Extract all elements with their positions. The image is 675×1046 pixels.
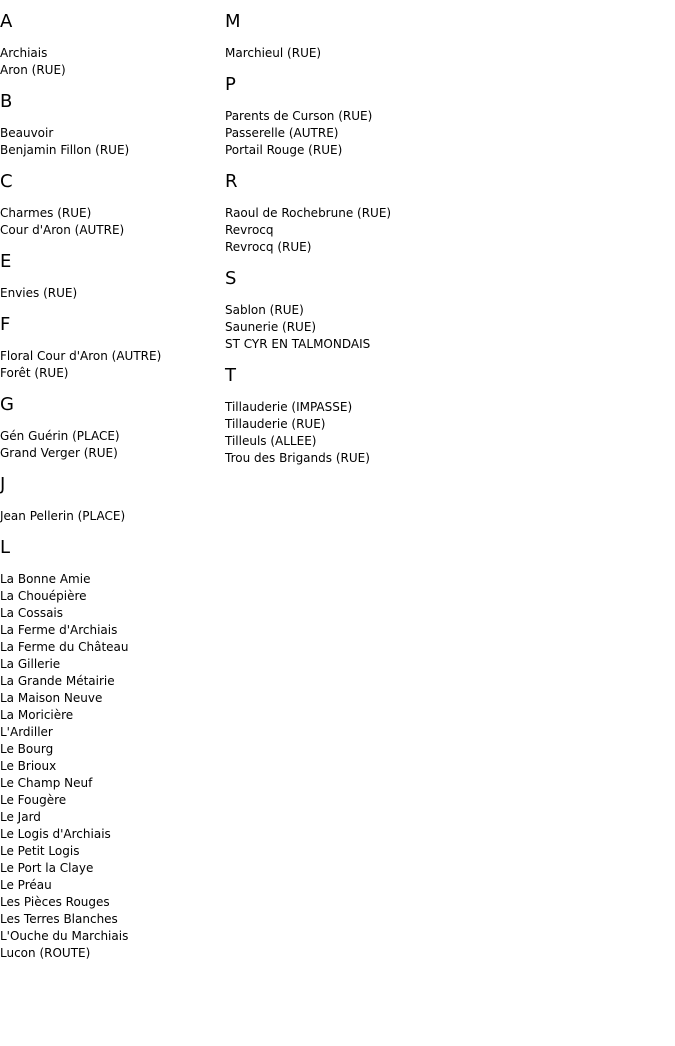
street-list xyxy=(0,428,220,462)
street-link[interactable]: La Moricière xyxy=(0,708,74,722)
street-link[interactable]: Passerelle (AUTRE) xyxy=(225,126,339,140)
street-list xyxy=(225,302,665,353)
street-link[interactable]: Benjamin Fillon (RUE) xyxy=(0,143,130,157)
street-link[interactable]: Le Brioux xyxy=(0,759,57,773)
letter-heading: A xyxy=(0,11,13,32)
street-list xyxy=(225,45,665,62)
street-link[interactable]: Revrocq (RUE) xyxy=(225,240,312,254)
letter-heading: M xyxy=(225,11,241,32)
letter-heading: B xyxy=(0,91,13,112)
letter-heading: T xyxy=(225,365,236,386)
left-column xyxy=(0,0,220,974)
street-link[interactable]: Sablon (RUE) xyxy=(225,303,304,317)
street-link[interactable]: Beauvoir xyxy=(0,126,54,140)
street-link[interactable]: Portail Rouge (RUE) xyxy=(225,143,343,157)
street-link[interactable]: Lucon (ROUTE) xyxy=(0,946,91,960)
street-list xyxy=(0,45,220,79)
letter-heading: E xyxy=(0,251,12,272)
street-link[interactable]: Le Logis d'Archiais xyxy=(0,827,111,841)
street-link[interactable]: Le Fougère xyxy=(0,793,67,807)
street-link[interactable]: L'Ouche du Marchiais xyxy=(0,929,129,943)
letter-heading: G xyxy=(0,394,14,415)
letter-heading: P xyxy=(225,74,236,95)
letter-group-f xyxy=(0,314,220,382)
street-link[interactable]: Envies (RUE) xyxy=(0,286,78,300)
street-list xyxy=(225,205,665,256)
street-link[interactable]: Floral Cour d'Aron (AUTRE) xyxy=(0,349,162,363)
street-link[interactable]: Marchieul (RUE) xyxy=(225,46,322,60)
street-link[interactable]: Trou des Brigands (RUE) xyxy=(225,451,370,465)
letter-heading: R xyxy=(225,171,238,192)
street-link[interactable]: ST CYR EN TALMONDAIS xyxy=(225,337,371,351)
letter-group-p xyxy=(225,74,665,159)
street-list xyxy=(0,205,220,239)
street-link[interactable]: Le Port la Claye xyxy=(0,861,94,875)
street-list xyxy=(225,108,665,159)
letter-heading: F xyxy=(0,314,11,335)
letter-group-j xyxy=(0,474,220,525)
letter-group-l xyxy=(0,537,220,962)
street-link[interactable]: Revrocq xyxy=(225,223,274,237)
street-link[interactable]: Les Terres Blanches xyxy=(0,912,118,926)
street-link[interactable]: La Ferme d'Archiais xyxy=(0,623,118,637)
street-list xyxy=(225,399,665,467)
letter-heading: L xyxy=(0,537,11,558)
letter-group-t xyxy=(225,365,665,467)
street-link[interactable]: Le Petit Logis xyxy=(0,844,80,858)
street-link[interactable]: L'Ardiller xyxy=(0,725,53,739)
street-link[interactable]: Les Pièces Rouges xyxy=(0,895,110,909)
street-link[interactable]: Forêt (RUE) xyxy=(0,366,69,380)
street-link[interactable]: Raoul de Rochebrune (RUE) xyxy=(225,206,392,220)
street-link[interactable]: Jean Pellerin (PLACE) xyxy=(0,509,126,523)
letter-group-g xyxy=(0,394,220,462)
letter-group-r xyxy=(225,171,665,256)
street-link[interactable]: Cour d'Aron (AUTRE) xyxy=(0,223,125,237)
letter-group-b xyxy=(0,91,220,159)
street-link[interactable]: Grand Verger (RUE) xyxy=(0,446,118,460)
right-column xyxy=(225,0,665,479)
street-link[interactable]: Le Préau xyxy=(0,878,52,892)
street-link[interactable]: La Grande Métairie xyxy=(0,674,115,688)
street-link[interactable]: Tillauderie (RUE) xyxy=(225,417,326,431)
street-list xyxy=(0,348,220,382)
street-list xyxy=(0,571,220,962)
street-link[interactable]: Le Bourg xyxy=(0,742,54,756)
street-link[interactable]: Charmes (RUE) xyxy=(0,206,92,220)
street-link[interactable]: La Gillerie xyxy=(0,657,61,671)
street-link[interactable]: Le Jard xyxy=(0,810,41,824)
street-link[interactable]: La Chouépière xyxy=(0,589,87,603)
street-link[interactable]: Aron (RUE) xyxy=(0,63,66,77)
street-link[interactable]: Tillauderie (IMPASSE) xyxy=(225,400,353,414)
street-link[interactable]: La Ferme du Château xyxy=(0,640,129,654)
letter-group-c xyxy=(0,171,220,239)
street-list xyxy=(0,285,220,302)
street-link[interactable]: La Maison Neuve xyxy=(0,691,103,705)
street-link[interactable]: La Cossais xyxy=(0,606,64,620)
letter-heading: C xyxy=(0,171,13,192)
street-list xyxy=(0,125,220,159)
letter-group-e xyxy=(0,251,220,302)
street-link[interactable]: Tilleuls (ALLEE) xyxy=(225,434,317,448)
street-link[interactable]: La Bonne Amie xyxy=(0,572,91,586)
street-link[interactable]: Archiais xyxy=(0,46,48,60)
street-link[interactable]: Le Champ Neuf xyxy=(0,776,93,790)
letter-group-m xyxy=(225,11,665,62)
street-link[interactable]: Saunerie (RUE) xyxy=(225,320,317,334)
street-link[interactable]: Gén Guérin (PLACE) xyxy=(0,429,120,443)
letter-heading: S xyxy=(225,268,237,289)
letter-group-a xyxy=(0,11,220,79)
street-list xyxy=(0,508,220,525)
street-link[interactable]: Parents de Curson (RUE) xyxy=(225,109,373,123)
letter-heading: J xyxy=(0,474,6,495)
letter-group-s xyxy=(225,268,665,353)
